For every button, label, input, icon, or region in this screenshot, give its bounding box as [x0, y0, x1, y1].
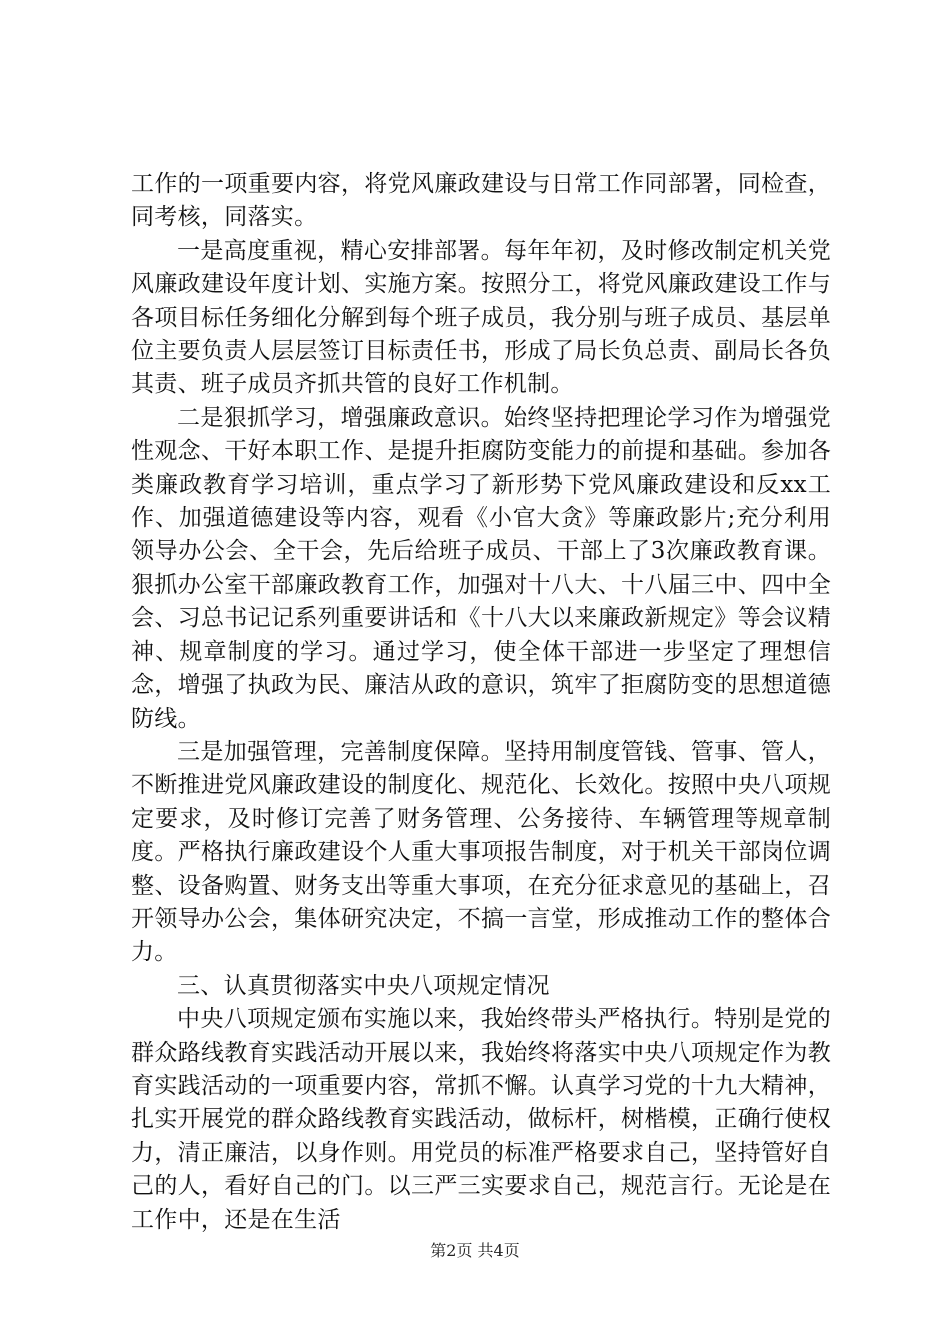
paragraph-item-two: 二是狠抓学习，增强廉政意识。始终坚持把理论学习作为增强党性观念、干好本职工作、是提升拒腐防变能力的前提和基础。参加各类廉政教育学习培训，重点学习了新形势下党风廉政建设和反xx工作、加强道德建设等内容，观看《小官大贪》等廉政影片;充分利用领导办公会、全干会，先后给班子成员、干部上了3次廉政教育课。狠抓办公室干部廉政教育工作，加强对十八大、十八届三中、四中全会、习总书记记系列重要讲话和《十八大以来廉政新规定》等会议精神、规章制度的学习。通过学习，使全体干部进一步坚定了理想信念，增强了执政为民、廉洁从政的意识，筑牢了拒腐防变的思想道德防线。 — [131, 404, 831, 732]
document-body — [131, 168, 831, 1237]
paragraph-item-one: 一是高度重视，精心安排部署。每年年初，及时修改制定机关党风廉政建设年度计划、实施方案。按照分工，将党风廉政建设工作与各项目标任务细化分解到每个班子成员，我分别与班子成员、基层单位主要负责人层层签订目标责任书，形成了局长负总责、副局长各负其责、班子成员齐抓共管的良好工作机制。 — [131, 237, 831, 398]
section-heading: 三、认真贯彻落实中央八项规定情况 — [177, 972, 550, 999]
paragraph-item-three: 三是加强管理，完善制度保障。坚持用制度管钱、管事、管人，不断推进党风廉政建设的制度化、规范化、长效化。按照中央八项规定要求，及时修订完善了财务管理、公务接待、车辆管理等规章制度。严格执行廉政建设个人重大事项报告制度，对于机关干部岗位调整、设备购置、财务支出等重大事项，在充分征求意见的基础上，召开领导办公会，集体研究决定，不搞一言堂，形成推动工作的整体合力。 — [131, 738, 831, 966]
paragraph-section-body: 中央八项规定颁布实施以来，我始终带头严格执行。特别是党的群众路线教育实践活动开展以来，我始终将落实中央八项规定作为教育实践活动的一项重要内容，常抓不懈。认真学习党的十九大精神，扎实开展党的群众路线教育实践活动，做标杆，树楷模，正确行使权力，清正廉洁，以身作则。用党员的标准严格要求自己，坚持管好自己的人，看好自己的门。以三严三实要求自己，规范言行。无论是在工作中，还是在生活 — [131, 1006, 831, 1233]
page-footer: 第2页 共4页 — [430, 1241, 520, 1260]
paragraph-continuation: 工作的一项重要内容，将党风廉政建设与日常工作同部署，同检查，同考核，同落实。 — [131, 171, 831, 231]
